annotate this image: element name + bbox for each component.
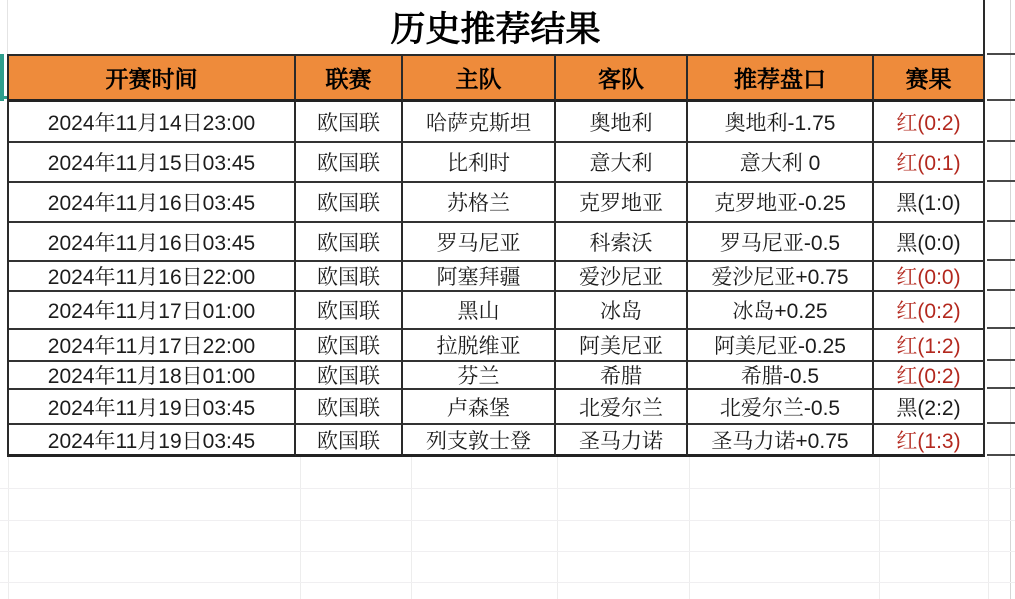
cell-time[interactable]: 2024年11月15日03:45 (9, 143, 296, 183)
gridline (879, 457, 880, 599)
cell-result[interactable]: 红(0:2) (874, 102, 985, 143)
cell-away[interactable]: 希腊 (556, 362, 688, 390)
header-cell-league[interactable]: 联赛 (296, 56, 403, 102)
gridline (557, 457, 558, 599)
gridline (987, 259, 1015, 261)
cell-handicap[interactable]: 阿美尼亚-0.25 (688, 330, 874, 362)
cell-handicap[interactable]: 罗马尼亚-0.5 (688, 223, 874, 262)
results-table (7, 54, 985, 457)
header-cell-result[interactable]: 赛果 (874, 56, 985, 102)
gridline (987, 180, 1015, 182)
cell-home[interactable]: 芬兰 (403, 362, 556, 390)
selection-marker (0, 54, 4, 101)
cell-handicap[interactable]: 爱沙尼亚+0.75 (688, 262, 874, 292)
cell-league[interactable]: 欧国联 (296, 425, 403, 457)
table-row (9, 102, 985, 143)
gridline (0, 582, 1015, 583)
cell-home[interactable]: 卢森堡 (403, 390, 556, 425)
cell-league[interactable]: 欧国联 (296, 330, 403, 362)
gridline (987, 53, 1015, 55)
cell-handicap[interactable]: 意大利 0 (688, 143, 874, 183)
cell-time[interactable]: 2024年11月19日03:45 (9, 390, 296, 425)
cell-time[interactable]: 2024年11月16日22:00 (9, 262, 296, 292)
cell-time[interactable]: 2024年11月17日01:00 (9, 292, 296, 330)
gridline (987, 422, 1015, 424)
cell-away[interactable]: 爱沙尼亚 (556, 262, 688, 292)
cell-away[interactable]: 北爱尔兰 (556, 390, 688, 425)
sheet-title-cell[interactable] (7, 0, 985, 54)
table-row (9, 390, 985, 425)
table-row (9, 292, 985, 330)
cell-home[interactable]: 拉脱维亚 (403, 330, 556, 362)
cell-handicap[interactable]: 克罗地亚-0.25 (688, 183, 874, 223)
cell-time[interactable]: 2024年11月14日23:00 (9, 102, 296, 143)
cell-league[interactable]: 欧国联 (296, 183, 403, 223)
cell-league[interactable]: 欧国联 (296, 143, 403, 183)
gridline (1010, 0, 1011, 599)
table-row (9, 362, 985, 390)
cell-time[interactable]: 2024年11月17日22:00 (9, 330, 296, 362)
cell-home[interactable]: 哈萨克斯坦 (403, 102, 556, 143)
cell-away[interactable]: 冰岛 (556, 292, 688, 330)
header-cell-home[interactable]: 主队 (403, 56, 556, 102)
gridline (987, 140, 1015, 142)
cell-result[interactable]: 黑(1:0) (874, 183, 985, 223)
cell-result[interactable]: 红(1:3) (874, 425, 985, 457)
cell-league[interactable]: 欧国联 (296, 292, 403, 330)
page-title: 历史推荐结果 (390, 10, 601, 49)
cell-time[interactable]: 2024年11月18日01:00 (9, 362, 296, 390)
cell-home[interactable]: 罗马尼亚 (403, 223, 556, 262)
gridline (8, 457, 9, 599)
cell-home[interactable]: 黑山 (403, 292, 556, 330)
gridline (0, 551, 1015, 552)
gridline (987, 99, 1015, 101)
header-cell-away[interactable]: 客队 (556, 56, 688, 102)
gridline (987, 454, 1015, 456)
cell-handicap[interactable]: 冰岛+0.25 (688, 292, 874, 330)
cell-league[interactable]: 欧国联 (296, 262, 403, 292)
gridline (987, 387, 1015, 389)
cell-league[interactable]: 欧国联 (296, 102, 403, 143)
gridline (987, 359, 1015, 361)
gridline (987, 289, 1015, 291)
cell-time[interactable]: 2024年11月16日03:45 (9, 223, 296, 262)
gridline (0, 488, 1015, 489)
cell-result[interactable]: 红(1:2) (874, 330, 985, 362)
cell-result[interactable]: 红(0:0) (874, 262, 985, 292)
gridline (300, 457, 301, 599)
cell-result[interactable]: 红(0:2) (874, 362, 985, 390)
cell-away[interactable]: 圣马力诺 (556, 425, 688, 457)
cell-handicap[interactable]: 北爱尔兰-0.5 (688, 390, 874, 425)
table-header-row (9, 56, 985, 102)
cell-league[interactable]: 欧国联 (296, 390, 403, 425)
cell-away[interactable]: 意大利 (556, 143, 688, 183)
table-row (9, 143, 985, 183)
cell-home[interactable]: 列支敦士登 (403, 425, 556, 457)
gridline (988, 457, 989, 599)
cell-home[interactable]: 阿塞拜疆 (403, 262, 556, 292)
header-cell-time[interactable]: 开赛时间 (9, 56, 296, 102)
cell-result[interactable]: 黑(0:0) (874, 223, 985, 262)
cell-league[interactable]: 欧国联 (296, 362, 403, 390)
cell-away[interactable]: 奥地利 (556, 102, 688, 143)
cell-time[interactable]: 2024年11月19日03:45 (9, 425, 296, 457)
cell-time[interactable]: 2024年11月16日03:45 (9, 183, 296, 223)
cell-league[interactable]: 欧国联 (296, 223, 403, 262)
table-row (9, 330, 985, 362)
cell-handicap[interactable]: 圣马力诺+0.75 (688, 425, 874, 457)
gridline (0, 520, 1015, 521)
cell-away[interactable]: 科索沃 (556, 223, 688, 262)
cell-result[interactable]: 黑(2:2) (874, 390, 985, 425)
cell-home[interactable]: 苏格兰 (403, 183, 556, 223)
cell-result[interactable]: 红(0:1) (874, 143, 985, 183)
cell-away[interactable]: 克罗地亚 (556, 183, 688, 223)
table-row (9, 223, 985, 262)
cell-handicap[interactable]: 奥地利-1.75 (688, 102, 874, 143)
cell-result[interactable]: 红(0:2) (874, 292, 985, 330)
header-cell-handicap[interactable]: 推荐盘口 (688, 56, 874, 102)
table-row (9, 183, 985, 223)
table-body (9, 102, 985, 457)
cell-handicap[interactable]: 希腊-0.5 (688, 362, 874, 390)
cell-home[interactable]: 比利时 (403, 143, 556, 183)
gridline (987, 220, 1015, 222)
table-row (9, 262, 985, 292)
gridline (411, 457, 412, 599)
table-row (9, 425, 985, 457)
gridline (689, 457, 690, 599)
cell-away[interactable]: 阿美尼亚 (556, 330, 688, 362)
gridline (987, 327, 1015, 329)
